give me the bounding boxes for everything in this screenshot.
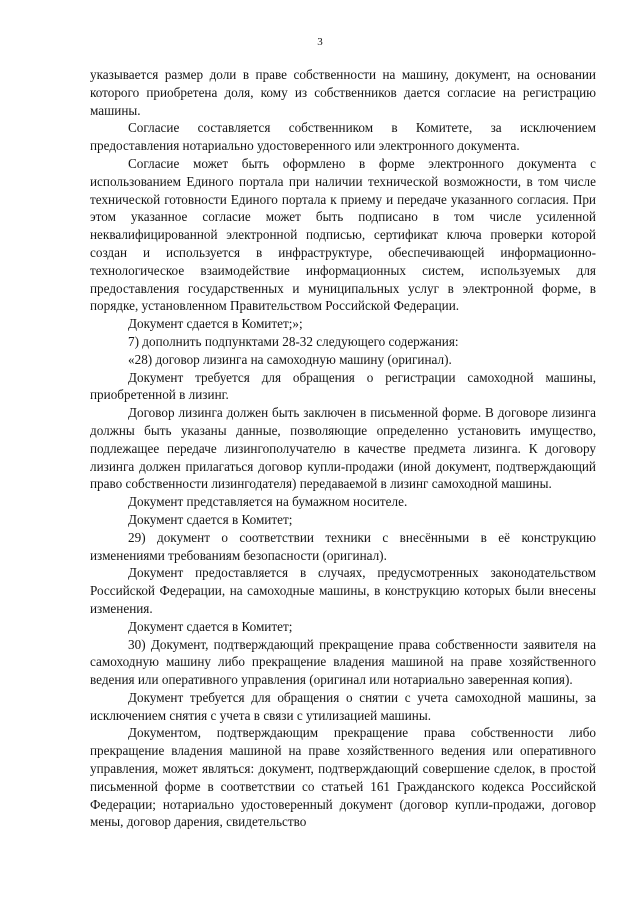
paragraph: указывается размер доли в праве собственности на машину, документ, на основании которого приобретена доля, кому из собственников дается согласие на регистрацию машины. [90,67,596,118]
paragraph: Документ сдается в Комитет; [128,618,293,634]
paragraph: 30) Документ, подтверждающий прекращение права собственности заявителя на самоходную машину либо прекращение владения машиной на праве хозяйственного ведения или оперативного управления (оригинал или нотариально заверенная копия). [90,636,596,688]
paragraph: 7) дополнить подпунктами 28-32 следующего содержания: [128,333,459,349]
paragraph: Документ сдается в Комитет; [128,511,293,527]
paragraph: «28) договор лизинга на самоходную машину (оригинал). [128,351,452,367]
paragraph: Согласие составляется собственником в Комитете, за исключением предоставления нотариально удостоверенного или электронного документа. [90,120,596,154]
document-body [90,66,596,831]
paragraph: Документ сдается в Комитет;»; [128,316,303,332]
paragraph: Согласие может быть оформлено в форме электронного документа с использованием Единого портала при наличии технической возможности, в том числе технической готовности Единого портала к приему и передаче указанного согласия. При этом указанное согласие может быть подписано в том числе усиленной неквалифицированной электронной подписью, сертификат ключа проверки которой создан и используется в инфраструктуре, обеспечивающей информационно-технологическое взаимодействие информационных систем, используемых для предоставления государственных и муниципальных услуг в электронной форме, в порядке, установленном Правительством Российской Федерации. [90,155,596,314]
paragraph: Документом, подтверждающим прекращение права собственности либо прекращение владения машиной на праве хозяйственного ведения или оперативного управления, может являться: документ, подтверждающий совершение сделок, в простой письменной форме в соответствии со статьей 161 Гражданского кодекса Российской Федерации; нотариально удостоверенный документ (договор купли-продажи, договор мены, договор дарения, свидетельство [90,725,596,830]
paragraph: 29) документ о соответствии техники с внесёнными в её конструкцию изменениями требованиям безопасности (оригинал). [90,529,596,563]
paragraph: Договор лизинга должен быть заключен в письменной форме. В договоре лизинга должны быть указаны данные, позволяющие определенно установить имущество, подлежащее передаче лизингополучателю в качестве предмета лизинга. К договору лизинга должен прилагаться договор купли-продажи (иной документ, подтверждающий право собственности лизингодателя) передаваемой в лизинг самоходной машины. [90,405,596,492]
paragraph: Документ требуется для обращения о регистрации самоходной машины, приобретенной в лизинг. [90,369,596,403]
paragraph: Документ требуется для обращения о снятии с учета самоходной машины, за исключением снятия с учета в связи с утилизацией машины. [90,689,596,723]
paragraph: Документ представляется на бумажном носителе. [128,494,408,510]
paragraph: Документ предоставляется в случаях, предусмотренных законодательством Российской Федерации, на самоходные машины, в конструкцию которых были внесены изменения. [90,565,596,616]
page-number: 3 [317,36,323,48]
